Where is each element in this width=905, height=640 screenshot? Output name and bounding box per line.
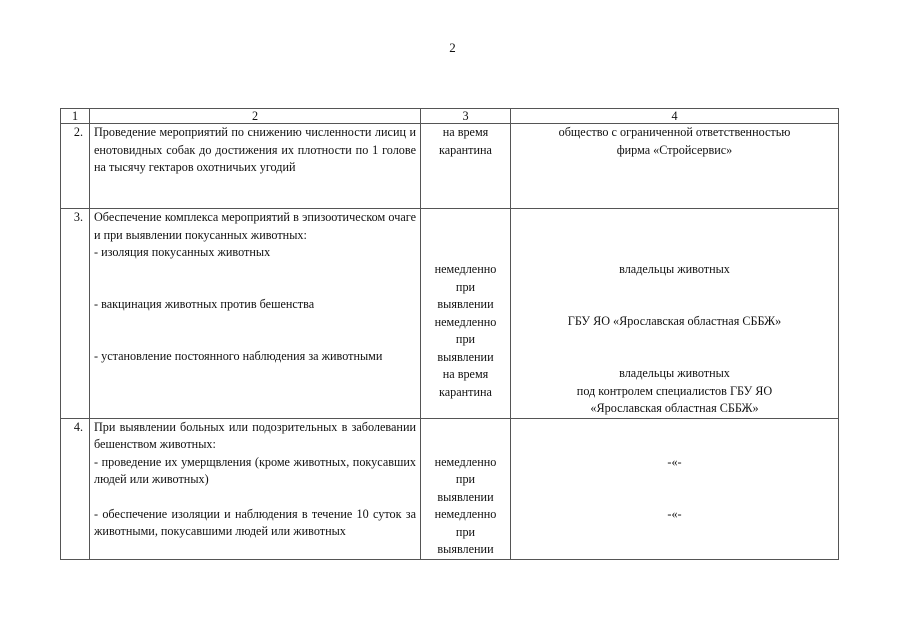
header-col-2: 2 xyxy=(90,109,421,124)
measure-item: - установление постоянного наблюдения за животными xyxy=(94,349,383,363)
measure-text xyxy=(90,418,421,559)
executor-item: владельцы животных xyxy=(619,262,730,276)
measure-item: - проведение их умерщвления (кроме животных, покусавших людей или животных) xyxy=(94,454,416,486)
header-col-3: 3 xyxy=(421,109,511,124)
row-number: 4. xyxy=(61,418,90,559)
table-row xyxy=(61,209,839,419)
header-col-4: 4 xyxy=(511,109,839,124)
time-cell xyxy=(421,209,511,419)
executor-cell xyxy=(511,418,839,559)
executor-item: владельцы животных под контролем специалистов ГБУ ЯО «Ярославская областная СББЖ» xyxy=(576,366,773,415)
measure-intro: Обеспечение комплекса мероприятий в эпизоотическом очаге и при выявлении покусанных животных: xyxy=(94,210,416,242)
table-row xyxy=(61,124,839,209)
executor-cell xyxy=(511,209,839,419)
executor-cell: общество с ограниченной ответственностью фирма «Стройсервис» xyxy=(511,124,839,209)
measure-text: Проведение мероприятий по снижению численности лисиц и енотовидных собак до достижения их плотности по 1 голове на тысячу гектаров охотничьих угодий xyxy=(90,124,421,209)
row-number: 2. xyxy=(61,124,90,209)
executor-item: -«- xyxy=(667,454,682,469)
measure-item: - изоляция покусанных животных xyxy=(94,245,271,259)
time-cell: на время карантина xyxy=(421,124,511,209)
time-cell xyxy=(421,418,511,559)
header-row xyxy=(61,109,839,124)
executor-item: ГБУ ЯО «Ярославская областная СББЖ» xyxy=(567,314,782,328)
table-row xyxy=(61,418,839,559)
page-number: 2 xyxy=(449,40,456,55)
measure-text xyxy=(90,209,421,419)
executor-item: -«- xyxy=(667,506,682,521)
time-item: немедленно при выявлении xyxy=(434,314,497,364)
time-item: немедленно при выявлении xyxy=(434,454,497,504)
time-item: немедленно при выявлении xyxy=(434,507,497,556)
time-item: на время карантина xyxy=(439,367,492,399)
measure-item: - обеспечение изоляции и наблюдения в течение 10 суток за животными, покусавшими людей или животных xyxy=(94,506,416,538)
time-item: немедленно при выявлении xyxy=(434,262,497,311)
row-number: 3. xyxy=(61,209,90,419)
measure-intro: При выявлении больных или подозрительных в заболевании бешенством животных: xyxy=(94,419,416,451)
measure-item: - вакцинация животных против бешенства xyxy=(94,297,315,311)
measures-table xyxy=(60,108,839,560)
header-col-1: 1 xyxy=(61,109,90,124)
